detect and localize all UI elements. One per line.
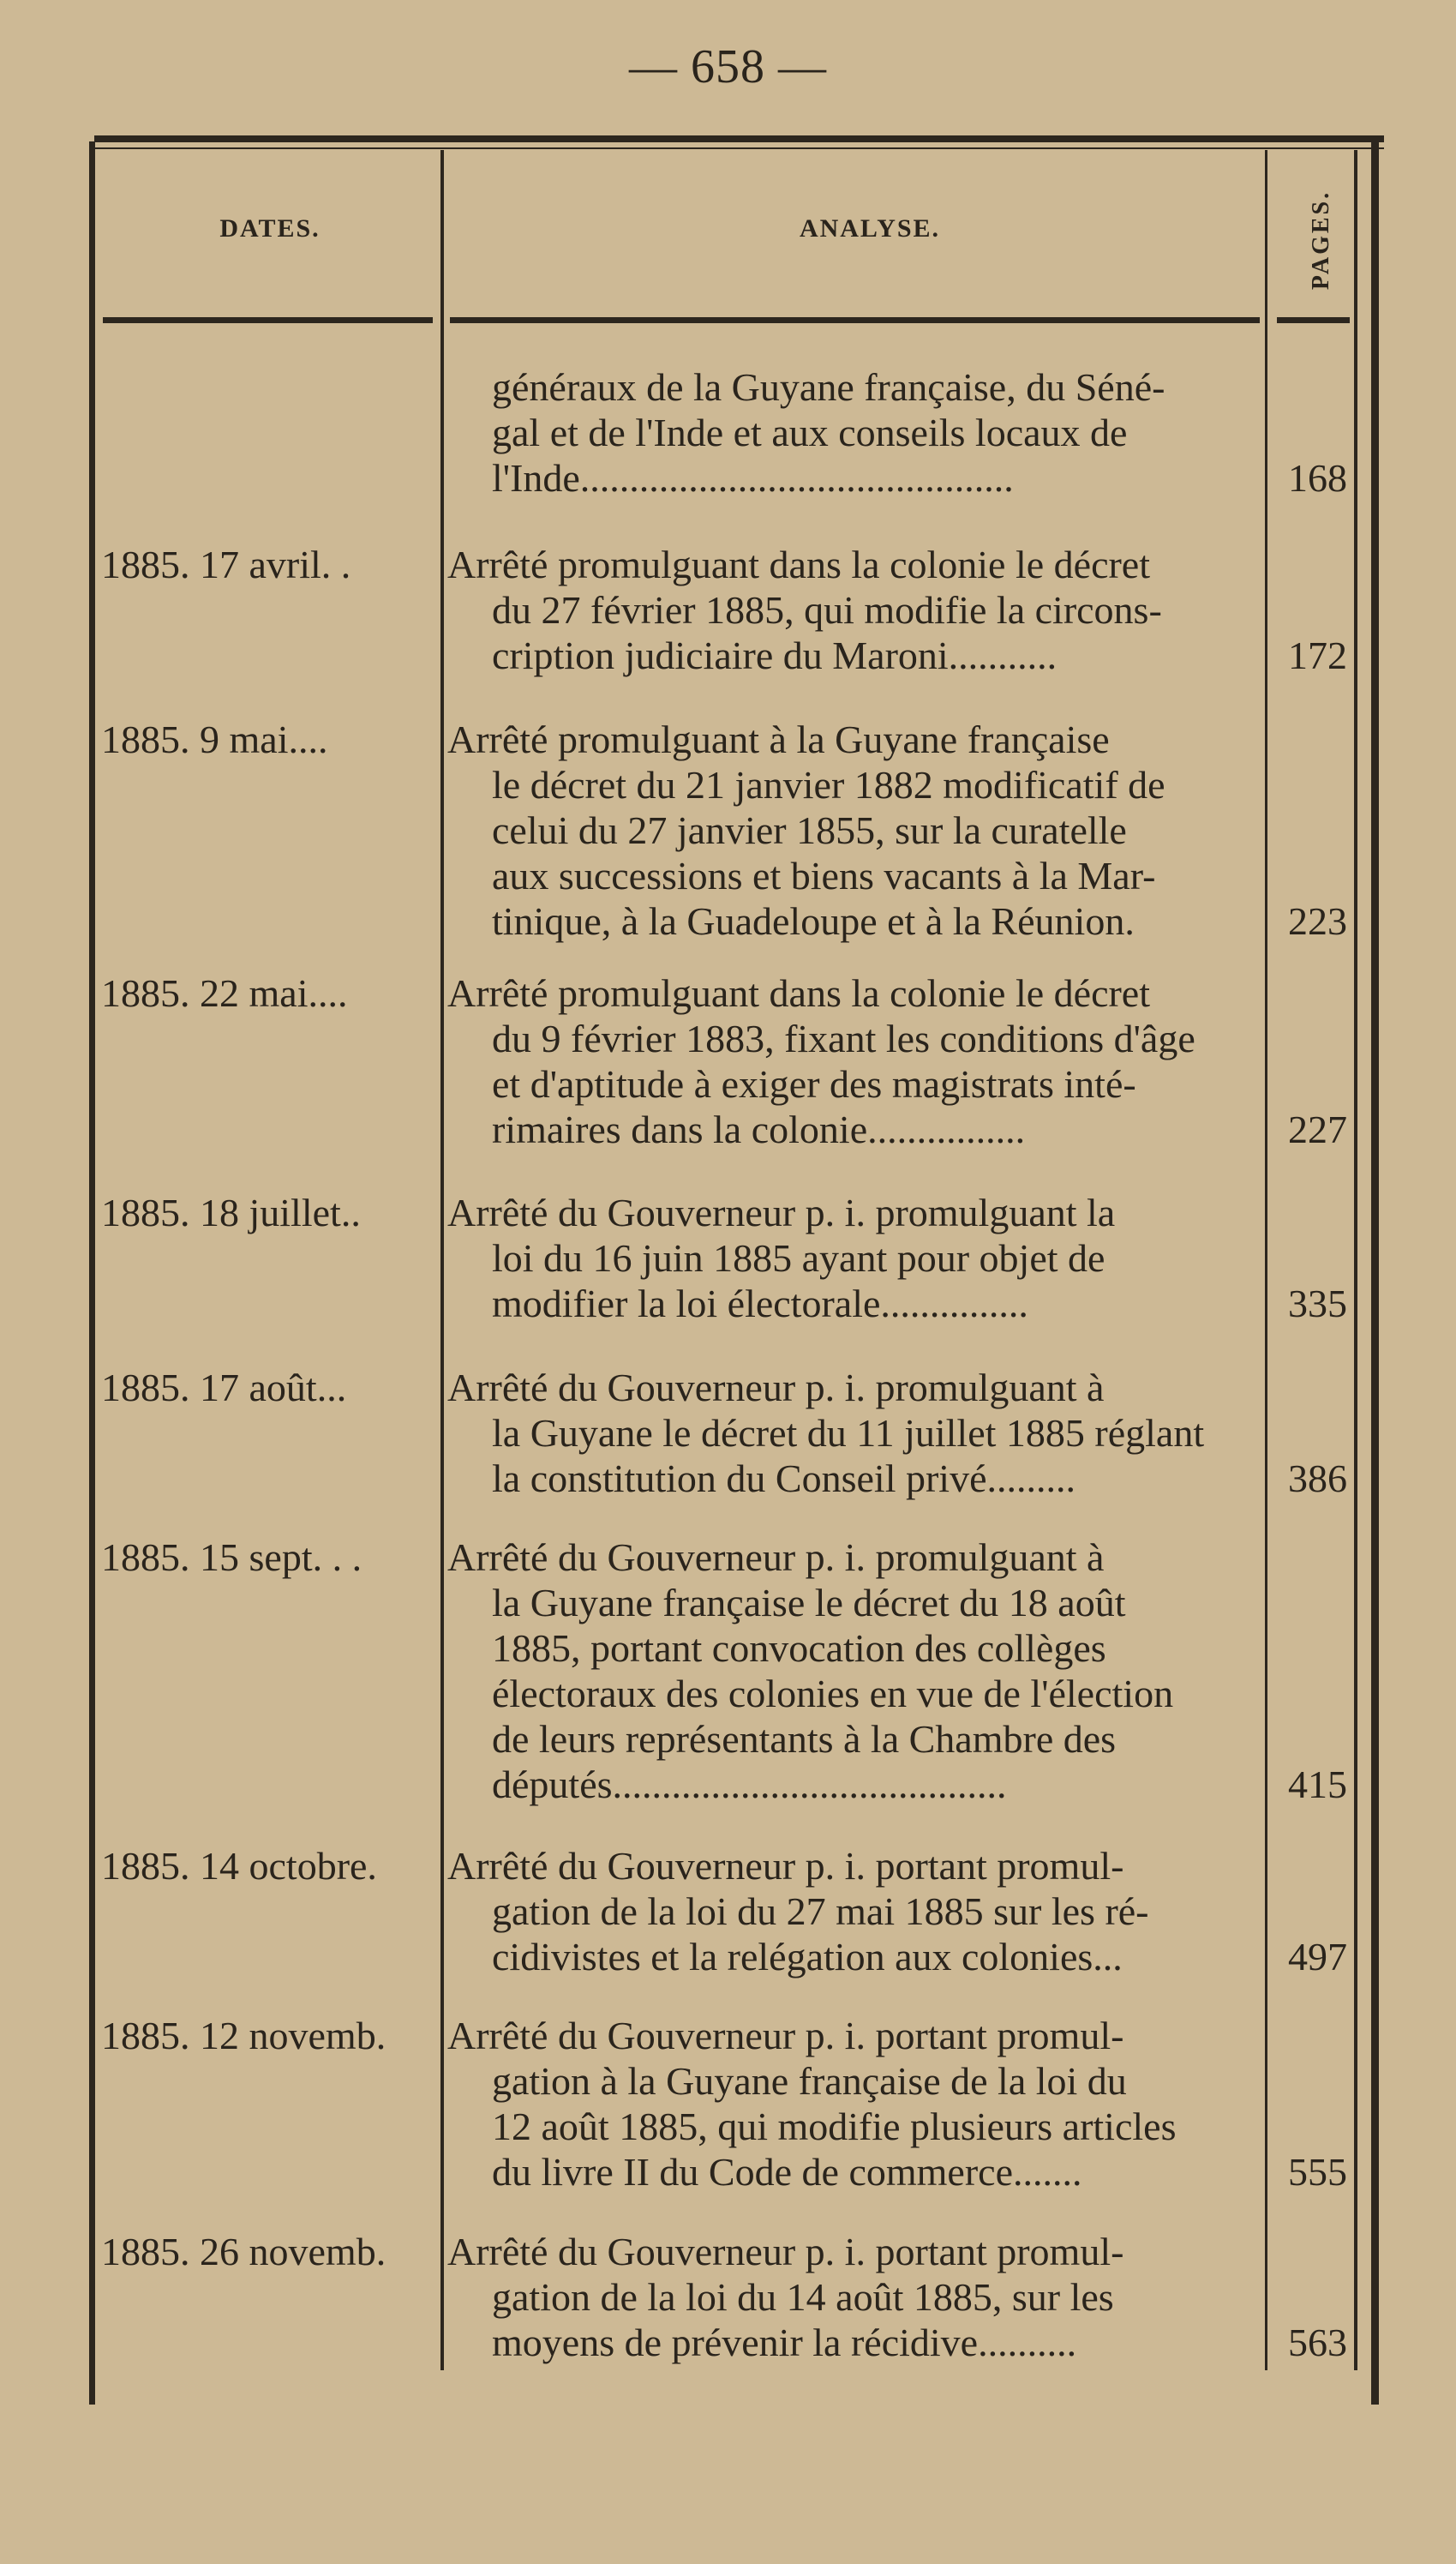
- row-page: 415: [1288, 1762, 1347, 1806]
- analysis-line: du livre II du Code de commerce.......: [492, 2150, 1082, 2194]
- analysis-line: moyens de prévenir la récidive..........: [492, 2321, 1077, 2364]
- row-analysis: [447, 717, 1253, 944]
- row-page: 563: [1288, 2321, 1347, 2364]
- row-page: 168: [1288, 456, 1347, 500]
- analysis-line: tinique, à la Guadeloupe et à la Réunion.: [492, 899, 1135, 943]
- analyse-column-rule: [1265, 150, 1267, 2370]
- analysis-line: cidivistes et la relégation aux colonies...: [492, 1935, 1123, 1979]
- row-analysis: [447, 364, 1253, 501]
- analysis-line: la Guyane française le décret du 18 août: [492, 1581, 1126, 1624]
- analysis-line: loi du 16 juin 1885 ayant pour objet de: [492, 1236, 1105, 1280]
- analysis-line: le décret du 21 janvier 1882 modificatif de: [492, 763, 1165, 807]
- header-rule-pages: [1277, 317, 1350, 323]
- analysis-line: Arrêté promulguant dans la colonie le décret: [447, 543, 1151, 586]
- row-analysis: [447, 542, 1253, 678]
- right-border: [1371, 141, 1379, 2405]
- header-pages: PAGES.: [1308, 189, 1334, 291]
- header-dates: DATES.: [219, 214, 321, 243]
- analysis-line: aux successions et biens vacants à la Mar-: [492, 854, 1156, 898]
- row-analysis: [447, 1534, 1253, 1807]
- header-rule-dates: [103, 317, 433, 323]
- row-analysis: [447, 1843, 1253, 1979]
- header-rule-analyse: [450, 317, 1260, 323]
- row-date: 1885. 18 juillet..: [101, 1191, 361, 1234]
- analysis-line: électoraux des colonies en vue de l'élection: [492, 1672, 1174, 1715]
- pages-column-rule: [1354, 150, 1357, 2370]
- left-border: [89, 141, 95, 2405]
- analysis-line: du 27 février 1885, qui modifie la circons-: [492, 588, 1162, 632]
- analysis-line: de leurs représentants à la Chambre des: [492, 1717, 1117, 1761]
- analysis-line: la constitution du Conseil privé.........: [492, 1456, 1076, 1500]
- row-page: 497: [1288, 1935, 1347, 1979]
- dates-column-rule: [440, 150, 444, 2370]
- analysis-line: du 9 février 1883, fixant les conditions d'âge: [492, 1017, 1195, 1060]
- analysis-line: généraux de la Guyane française, du Séné-: [492, 365, 1165, 409]
- top-rule-thin: [94, 147, 1384, 149]
- row-date: 1885. 26 novemb.: [101, 2230, 386, 2273]
- analysis-line: gation à la Guyane française de la loi du: [492, 2059, 1127, 2103]
- analysis-line: députés........................................: [492, 1762, 1007, 1806]
- analysis-line: modifier la loi électorale...............: [492, 1282, 1028, 1325]
- analysis-line: Arrêté du Gouverneur p. i. promulguant à: [447, 1366, 1105, 1409]
- row-analysis: [447, 1190, 1253, 1326]
- analysis-line: Arrêté du Gouverneur p. i. portant promul-: [447, 2230, 1124, 2273]
- analysis-line: Arrêté du Gouverneur p. i. portant promul-: [447, 2014, 1124, 2057]
- row-date: 1885. 12 novemb.: [101, 2014, 386, 2057]
- analysis-line: Arrêté promulguant à la Guyane française: [447, 718, 1110, 761]
- header-analyse: ANALYSE.: [799, 214, 941, 243]
- analysis-line: Arrêté du Gouverneur p. i. promulguant à: [447, 1535, 1105, 1579]
- row-analysis: [447, 2013, 1253, 2195]
- row-page: 386: [1288, 1456, 1347, 1500]
- header-pages-cell: [1296, 163, 1347, 317]
- analysis-line: gation de la loi du 14 août 1885, sur les: [492, 2275, 1114, 2319]
- page-number: — 658 —: [629, 40, 827, 93]
- row-page: 555: [1288, 2150, 1347, 2194]
- row-page: 335: [1288, 1282, 1347, 1325]
- analysis-line: l'Inde............................................: [492, 456, 1014, 500]
- row-page: 227: [1288, 1108, 1347, 1151]
- analysis-line: gation de la loi du 27 mai 1885 sur les ré-: [492, 1889, 1149, 1933]
- row-analysis: [447, 970, 1253, 1152]
- analysis-line: gal et de l'Inde et aux conseils locaux de: [492, 411, 1128, 454]
- analysis-line: Arrêté du Gouverneur p. i. promulguant la: [447, 1191, 1116, 1234]
- analysis-line: celui du 27 janvier 1855, sur la curatelle: [492, 808, 1127, 852]
- analysis-line: cription judiciaire du Maroni...........: [492, 633, 1058, 677]
- row-page: 172: [1288, 633, 1347, 677]
- analysis-line: 12 août 1885, qui modifie plusieurs articles: [492, 2105, 1177, 2148]
- analysis-line: Arrêté promulguant dans la colonie le décret: [447, 971, 1151, 1015]
- analysis-line: la Guyane le décret du 11 juillet 1885 réglant: [492, 1411, 1205, 1455]
- analysis-line: et d'aptitude à exiger des magistrats inté-: [492, 1062, 1136, 1106]
- top-rule: [94, 135, 1384, 142]
- row-analysis: [447, 1365, 1253, 1501]
- row-date: 1885. 14 octobre.: [101, 1844, 377, 1888]
- row-date: 1885. 9 mai....: [101, 718, 328, 761]
- analysis-line: 1885, portant convocation des collèges: [492, 1626, 1106, 1670]
- row-analysis: [447, 2229, 1253, 2365]
- row-date: 1885. 15 sept. . .: [101, 1535, 363, 1579]
- analysis-line: rimaires dans la colonie................: [492, 1108, 1026, 1151]
- analysis-line: Arrêté du Gouverneur p. i. portant promul-: [447, 1844, 1124, 1888]
- row-date: 1885. 22 mai....: [101, 971, 348, 1015]
- row-date: 1885. 17 août...: [101, 1366, 347, 1409]
- row-page: 223: [1288, 899, 1347, 943]
- row-date: 1885. 17 avril. .: [101, 543, 351, 586]
